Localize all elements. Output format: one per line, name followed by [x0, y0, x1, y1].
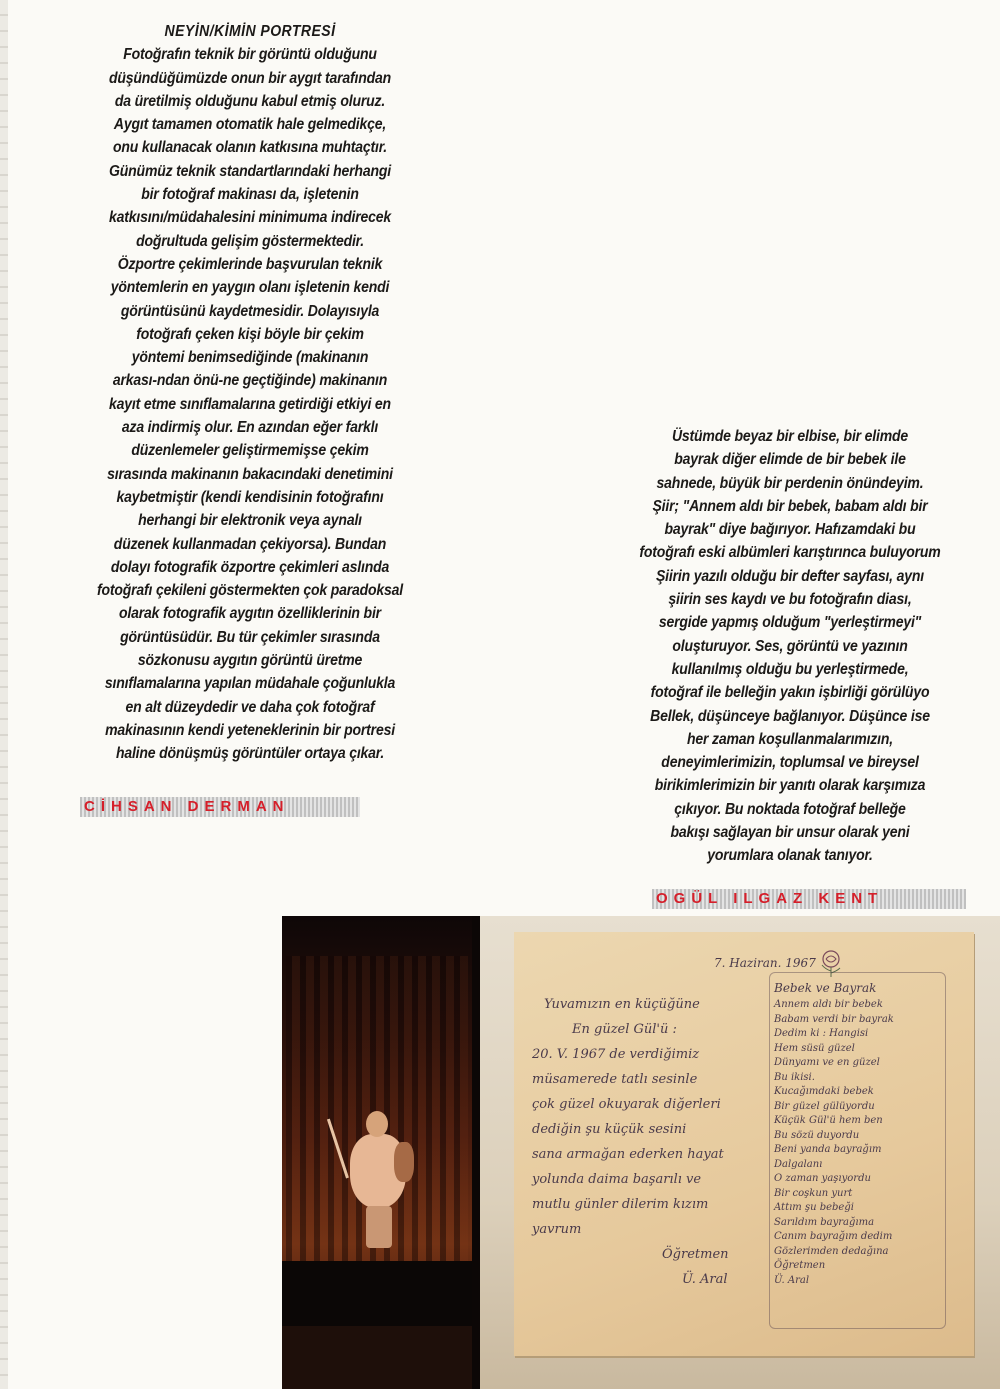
poem-title: Bebek ve Bayrak	[774, 981, 877, 995]
text-line: çıkıyor. Bu noktada fotoğraf belleğe	[674, 800, 906, 818]
binding-edge	[0, 0, 8, 1389]
poem-line: Küçük Gül'ü hem ben	[774, 1115, 883, 1126]
girl-head	[366, 1111, 388, 1137]
poem-line: Dedim ki : Hangisi	[774, 1028, 869, 1039]
text-line: sözkonusu aygıtın görüntü üretme	[137, 652, 363, 670]
text-line: bayrak" diye bağırıyor. Hafızamdaki bu	[664, 521, 916, 539]
handwritten-line: yolunda daima başarılı ve	[532, 1172, 702, 1187]
handwritten-line: dediğin şu küçük sesini	[532, 1122, 687, 1137]
text-line: herhangi bir elektronik veya aynalı	[138, 512, 362, 530]
poem-line: Hem süsü güzel	[774, 1042, 855, 1054]
text-line: Bellek, düşünceye bağlanıyor. Düşünce ise	[650, 707, 930, 725]
text-line: kayıt etme sınıflamalarına getirdiği etkiyi en	[109, 395, 391, 413]
right-article-body	[610, 425, 970, 868]
text-line: katkısını/müdahalesini minimuma indirecek	[108, 209, 391, 227]
poem-line: Kucağımdaki bebek	[774, 1086, 874, 1097]
text-line: görüntüsünü kaydetmesidir. Dolayısıyla	[120, 302, 380, 320]
text-line: olarak fotografik aygıtın özelliklerinin bir	[119, 605, 381, 623]
handwritten-line: sana armağan ederken hayat	[532, 1147, 724, 1162]
text-line: kaybetmiştir (kendi kendisinin fotoğrafını	[116, 488, 384, 506]
text-line: yöntemlerin en yaygın olanı işletenin kendi	[110, 279, 390, 297]
text-line: fotoğrafı çeken kişi böyle bir çekim	[136, 325, 364, 343]
poem-line: Dünyamı ve en güzel	[774, 1057, 880, 1068]
handwritten-line: mutlu günler dilerim kızım	[532, 1197, 709, 1212]
text-line: fotoğrafı çekileni göstermekten çok paradoksal	[96, 582, 404, 600]
text-line: makinasının kendi yeteneklerinin bir portresi	[105, 721, 395, 739]
handwritten-poem	[774, 978, 894, 1288]
text-line: bayrak diğer elimde de bir bebek ile	[674, 451, 906, 469]
photo-gap	[472, 916, 480, 1389]
poem-line: Babam verdi bir bayrak	[774, 1013, 894, 1025]
text-line: kullanılmış olduğu bu yerleştirmede,	[671, 660, 909, 678]
text-line: en alt düzeydedir ve daha çok fotoğraf	[125, 698, 375, 716]
handwritten-line: çok güzel okuyarak diğerleri	[532, 1097, 721, 1112]
handwritten-line: Ü. Aral	[682, 1272, 728, 1287]
text-line: yorumlara olanak tanıyor.	[707, 847, 873, 865]
installation-photo	[282, 916, 1000, 1389]
poem-line: Attım şu bebeği	[774, 1202, 854, 1213]
text-line: düzenek kullanmadan çekiyorsa). Bundan	[113, 535, 387, 553]
letter-date: 7. Haziran. 1967	[714, 956, 816, 970]
article-title: NEYİN/KİMİN PORTRESİ	[164, 23, 336, 40]
poem-line: O zaman yaşıyordu	[774, 1173, 871, 1184]
text-line: birikimlerimizin bir yanıtı olarak karşımıza	[654, 777, 926, 795]
notebook-spread	[480, 916, 1000, 1389]
text-line: onu kullanacak olanın katkısına muhtaçtır.	[113, 139, 387, 157]
text-line: aza indirmiş olur. En azından eğer farklı	[121, 419, 379, 437]
right-article	[610, 425, 970, 868]
poem-line: Bu ikisi.	[774, 1071, 815, 1083]
text-line: düşündüğümüzde onun bir aygıt tarafından	[108, 69, 392, 87]
text-line: yöntemi benimsediğinde (makinanın	[131, 349, 369, 367]
poem-line: Bir coşkun yurt	[774, 1187, 853, 1199]
poem-line: Canım bayrağım dedim	[774, 1231, 893, 1242]
text-line: her zaman koşullanmalarımızın,	[687, 730, 893, 748]
poem-line: Dalgalanı	[774, 1158, 823, 1170]
text-line: bakışı sağlayan bir unsur olarak yeni	[670, 824, 910, 842]
poem-line: Sarıldım bayrağıma	[774, 1216, 875, 1228]
handwritten-line: 20. V. 1967 de verdiğimiz	[532, 1047, 700, 1062]
handwritten-line: yavrum	[532, 1222, 582, 1237]
text-line: görüntüsüdür. Bu tür çekimler sırasında	[120, 628, 380, 646]
handwritten-line: Yuvamızın en küçüğüne	[544, 997, 700, 1012]
left-article-body	[70, 43, 430, 765]
author-credit-left: CİHSAN DERMAN	[80, 797, 360, 817]
text-line: fotoğraf ile belleğin yakın işbirliği görülüyo	[650, 684, 930, 702]
text-line: sergide yapmış olduğum "yerleştirmeyi"	[658, 614, 922, 632]
text-line: Özportre çekimlerinde başvurulan teknik	[117, 255, 383, 273]
girl-legs	[366, 1206, 392, 1248]
text-line: Aygıt tamamen otomatik hale gelmedikçe,	[113, 116, 387, 134]
text-line: düzenlemeler geliştirmemişse çekim	[131, 442, 369, 460]
poem-line: Ü. Aral	[774, 1274, 810, 1286]
text-line: da üretilmiş olduğunu kabul etmiş oluruz.	[114, 92, 386, 110]
text-line: deneyimlerimizin, toplumsal ve bireysel	[661, 754, 919, 772]
left-article	[70, 20, 430, 766]
text-line: sınıflamalarına yapılan müdahale çoğunlukla	[104, 675, 396, 693]
handwritten-letter	[532, 992, 729, 1292]
stage-floor	[282, 1261, 472, 1326]
handwritten-line: En güzel Gül'ü :	[572, 1022, 677, 1037]
poem-line: Gözlerimden dedağına	[774, 1245, 889, 1257]
poem-line: Annem aldı bir bebek	[774, 999, 883, 1010]
handwritten-line: Öğretmen	[662, 1247, 729, 1262]
poem-line: Bu sözü duyordu	[774, 1129, 860, 1141]
handwritten-line: müsamerede tatlı sesinle	[532, 1072, 698, 1087]
poem-line: Beni yanda bayrağım	[774, 1144, 882, 1155]
text-line: doğrultuda gelişim göstermektedir.	[136, 232, 364, 250]
text-line: Günümüz teknik standartlarındaki herhangi	[109, 162, 391, 180]
doll	[394, 1142, 414, 1182]
text-line: Fotoğrafın teknik bir görüntü olduğunu	[123, 46, 377, 64]
text-line: bir fotoğraf makinası da, işletenin	[141, 186, 359, 204]
text-line: oluşturuyor. Ses, görüntü ve yazının	[672, 637, 908, 655]
stage-photo	[282, 916, 472, 1326]
handwritten-page	[514, 932, 974, 1356]
text-line: Şiirin yazılı olduğu bir defter sayfası, aynı	[655, 567, 924, 585]
author-credit-right: OGÜL ILGAZ KENT	[652, 889, 966, 909]
text-line: dolayı fotografik özportre çekimleri aslında	[110, 558, 390, 576]
text-line: Şiir; "Annem aldı bir bebek, babam aldı bir	[652, 497, 928, 515]
poem-line: Öğretmen	[774, 1260, 826, 1271]
text-line: şiirin ses kaydı ve bu fotoğrafın diası,	[668, 591, 912, 609]
text-line: fotoğrafı eski albümleri karıştırınca buluyorum	[639, 544, 941, 562]
text-line: haline dönüşmüş görüntüler ortaya çıkar.	[115, 745, 385, 763]
poem-line: Bir güzel gülüyordu	[774, 1100, 875, 1112]
text-line: arkası-ndan önü-ne geçtiğinde) makinanın	[112, 372, 388, 390]
text-line: sahnede, büyük bir perdenin önündeyim.	[656, 474, 924, 492]
text-line: sırasında makinanın bakacındaki denetimini	[107, 465, 393, 483]
text-line: Üstümde beyaz bir elbise, bir elimde	[671, 428, 909, 445]
